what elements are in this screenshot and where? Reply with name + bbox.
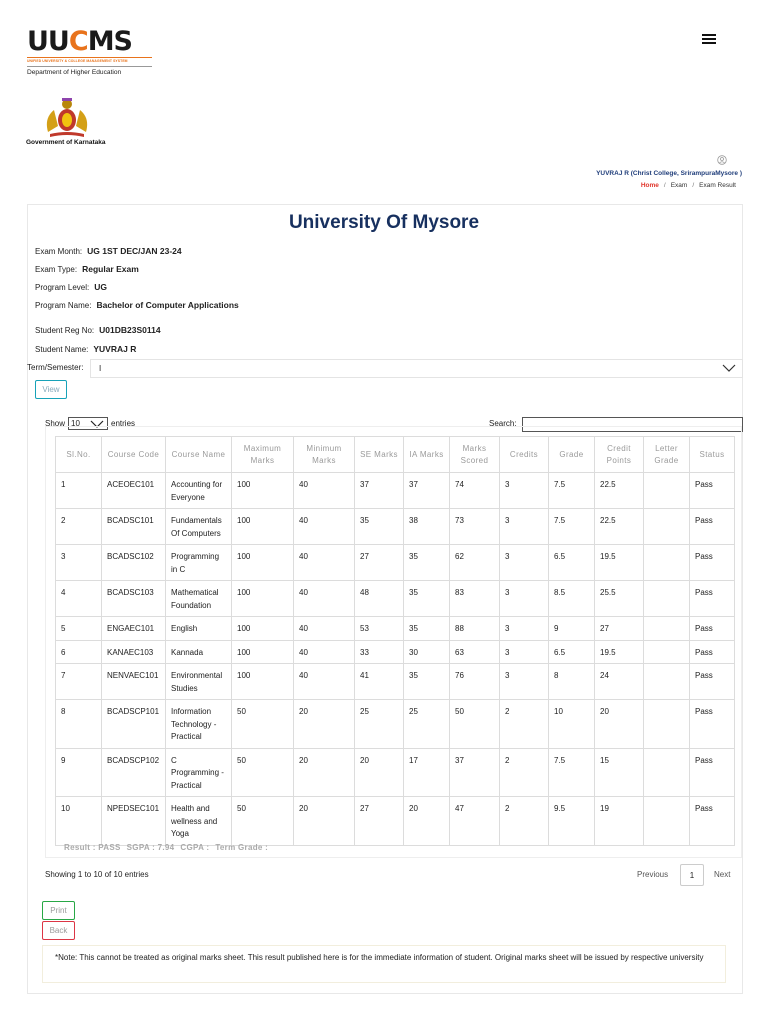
table-cell: 100	[232, 640, 294, 664]
table-cell: 9	[56, 748, 102, 797]
exam-month-value: UG 1ST DEC/JAN 23-24	[87, 246, 182, 256]
table-cell: BCADSCP101	[102, 700, 166, 749]
table-cell: 20	[294, 748, 355, 797]
table-cell: 74	[450, 473, 500, 509]
table-cell	[644, 700, 690, 749]
column-header[interactable]: Credits	[500, 437, 549, 473]
table-info: Showing 1 to 10 of 10 entries	[45, 870, 149, 879]
table-cell: 40	[294, 617, 355, 641]
table-cell	[644, 617, 690, 641]
student-name-value: YUVRAJ R	[93, 344, 137, 354]
table-cell: 20	[404, 797, 450, 846]
column-header[interactable]: Maximum Marks	[232, 437, 294, 473]
term-semester-select[interactable]	[90, 359, 743, 378]
table-cell: 40	[294, 473, 355, 509]
table-cell: 25	[355, 700, 404, 749]
sgpa-value: SGPA : 7.94	[126, 843, 175, 852]
student-name-label: Student Name:	[35, 345, 89, 354]
column-header[interactable]: Sl.No.	[56, 437, 102, 473]
table-cell: 3	[500, 640, 549, 664]
table-cell: Pass	[690, 509, 735, 545]
table-row	[56, 545, 735, 581]
table-cell: 6.5	[549, 545, 595, 581]
table-cell: 40	[294, 509, 355, 545]
column-header[interactable]: Credit Points	[595, 437, 644, 473]
table-cell: BCADSC102	[102, 545, 166, 581]
view-button[interactable]: View	[35, 380, 67, 399]
column-header[interactable]: SE Marks	[355, 437, 404, 473]
breadcrumb-current: Exam Result	[699, 182, 736, 189]
table-row	[56, 640, 735, 664]
table-cell	[644, 545, 690, 581]
table-body	[56, 473, 735, 846]
table-cell	[644, 581, 690, 617]
table-cell: 20	[294, 700, 355, 749]
show-label: Show	[45, 419, 66, 428]
university-title: University Of Mysore	[288, 212, 480, 233]
result-summary	[64, 843, 274, 852]
table-cell: 62	[450, 545, 500, 581]
program-level-label: Program Level:	[35, 283, 90, 292]
table-cell: 100	[232, 509, 294, 545]
table-cell: 88	[450, 617, 500, 641]
table-cell: 20	[355, 748, 404, 797]
disclaimer-note: *Note: This cannot be treated as original marks sheet. This result published here is for the immediate information of student. Original marks sheet will be issued by respective university	[42, 945, 726, 983]
table-cell: 2	[500, 797, 549, 846]
table-cell: 9	[549, 617, 595, 641]
program-level-row	[35, 282, 107, 292]
table-cell: BCADSC101	[102, 509, 166, 545]
table-cell: Information Technology - Practical	[166, 700, 232, 749]
table-cell: 6.5	[549, 640, 595, 664]
table-cell	[644, 640, 690, 664]
term-grade-value: Term Grade :	[215, 843, 269, 852]
table-cell: NENVAEC101	[102, 664, 166, 700]
table-cell: C Programming - Practical	[166, 748, 232, 797]
table-cell: 35	[404, 617, 450, 641]
table-cell: 19.5	[595, 545, 644, 581]
column-header[interactable]: Status	[690, 437, 735, 473]
table-cell: 10	[549, 700, 595, 749]
table-cell: Accounting for Everyone	[166, 473, 232, 509]
table-cell: 33	[355, 640, 404, 664]
table-cell: 8	[56, 700, 102, 749]
table-cell: KANAEC103	[102, 640, 166, 664]
table-cell: Fundamentals Of Computers	[166, 509, 232, 545]
table-cell: 17	[404, 748, 450, 797]
table-cell: 41	[355, 664, 404, 700]
government-label: Government of Karnataka	[26, 139, 106, 146]
table-row	[56, 581, 735, 617]
table-cell	[644, 664, 690, 700]
column-header[interactable]: Minimum Marks	[294, 437, 355, 473]
table-cell: 5	[56, 617, 102, 641]
table-cell: 22.5	[595, 473, 644, 509]
table-cell: 7.5	[549, 748, 595, 797]
table-cell: 100	[232, 581, 294, 617]
table-row	[56, 473, 735, 509]
student-name-row	[35, 344, 136, 354]
table-cell	[644, 797, 690, 846]
table-row	[56, 617, 735, 641]
table-row	[56, 748, 735, 797]
table-cell: 10	[56, 797, 102, 846]
table-cell: 100	[232, 664, 294, 700]
table-cell	[644, 509, 690, 545]
column-header[interactable]: Letter Grade	[644, 437, 690, 473]
table-cell: 100	[232, 473, 294, 509]
results-table	[55, 436, 735, 846]
table-cell: 30	[404, 640, 450, 664]
table-cell: 37	[355, 473, 404, 509]
previous-page-button[interactable]: Previous	[637, 870, 669, 879]
table-cell: 3	[500, 581, 549, 617]
page-1-button[interactable]: 1	[680, 864, 704, 886]
table-cell: 7.5	[549, 473, 595, 509]
table-cell: 35	[404, 664, 450, 700]
table-cell: 3	[500, 664, 549, 700]
program-name-row	[35, 300, 239, 310]
chevron-down-icon	[722, 363, 736, 373]
table-cell: 40	[294, 581, 355, 617]
breadcrumb-separator: /	[692, 182, 695, 189]
table-cell: 4	[56, 581, 102, 617]
hamburger-menu-icon[interactable]	[702, 32, 716, 46]
table-cell: 2	[500, 700, 549, 749]
logo-wordmark: UUCMS	[27, 26, 133, 57]
next-page-button[interactable]: Next	[714, 870, 731, 879]
program-level-value: UG	[94, 282, 107, 292]
table-cell: 3	[56, 545, 102, 581]
table-cell: 27	[355, 545, 404, 581]
table-cell: Pass	[690, 473, 735, 509]
table-cell: 22.5	[595, 509, 644, 545]
table-cell: English	[166, 617, 232, 641]
reg-no-value: U01DB23S0114	[99, 325, 161, 335]
table-cell: 63	[450, 640, 500, 664]
table-cell: Mathematical Foundation	[166, 581, 232, 617]
table-cell: 15	[595, 748, 644, 797]
term-semester-value: I	[99, 364, 102, 373]
page-length-value: 10	[71, 419, 80, 428]
table-cell: Kannada	[166, 640, 232, 664]
program-name-label: Program Name:	[35, 301, 92, 310]
table-cell: Pass	[690, 664, 735, 700]
breadcrumb	[641, 182, 736, 189]
column-header[interactable]: Course Name	[166, 437, 232, 473]
table-cell: 53	[355, 617, 404, 641]
breadcrumb-separator: /	[663, 182, 666, 189]
table-cell: 24	[595, 664, 644, 700]
table-cell: 40	[294, 640, 355, 664]
table-cell: 19.5	[595, 640, 644, 664]
reg-no-label: Student Reg No:	[35, 326, 95, 335]
table-cell: 25	[404, 700, 450, 749]
table-cell: 6	[56, 640, 102, 664]
table-cell: 8.5	[549, 581, 595, 617]
table-cell: 76	[450, 664, 500, 700]
table-cell: 3	[500, 509, 549, 545]
table-cell: 2	[500, 748, 549, 797]
table-cell: 25.5	[595, 581, 644, 617]
table-cell: 100	[232, 545, 294, 581]
logo-tagline: UNIFIED UNIVERSITY & COLLEGE MANAGEMENT SYSTEM	[27, 57, 152, 63]
table-cell: ENGAEC101	[102, 617, 166, 641]
breadcrumb-home[interactable]: Home	[640, 182, 659, 189]
table-cell: Pass	[690, 581, 735, 617]
table-cell: 37	[450, 748, 500, 797]
table-cell: 47	[450, 797, 500, 846]
table-row	[56, 664, 735, 700]
program-name-value: Bachelor of Computer Applications	[96, 300, 239, 310]
user-name-college[interactable]: YUVRAJ R (Christ College, SrirampuraMysore )	[596, 170, 742, 177]
table-cell: 35	[404, 545, 450, 581]
table-cell: 38	[404, 509, 450, 545]
table-cell: ACEOEC101	[102, 473, 166, 509]
table-cell: 50	[232, 748, 294, 797]
breadcrumb-exam[interactable]: Exam	[670, 182, 688, 189]
table-cell: 27	[595, 617, 644, 641]
entries-label: entries	[111, 419, 136, 428]
exam-type-label: Exam Type:	[35, 265, 78, 274]
search-label: Search:	[489, 419, 517, 428]
table-cell: 3	[500, 473, 549, 509]
table-cell	[644, 748, 690, 797]
table-cell: 9.5	[549, 797, 595, 846]
print-button[interactable]: Print	[42, 901, 75, 920]
table-cell: Pass	[690, 617, 735, 641]
column-header[interactable]: Course Code	[102, 437, 166, 473]
table-cell: 48	[355, 581, 404, 617]
table-cell: 7	[56, 664, 102, 700]
table-cell: Pass	[690, 748, 735, 797]
column-header[interactable]: Grade	[549, 437, 595, 473]
table-cell: Health and wellness and Yoga	[166, 797, 232, 846]
table-cell: 73	[450, 509, 500, 545]
table-cell: Pass	[690, 640, 735, 664]
term-semester-label: Term/Semester:	[27, 363, 84, 372]
table-cell: 37	[404, 473, 450, 509]
column-header[interactable]: Marks Scored	[450, 437, 500, 473]
table-cell: 3	[500, 545, 549, 581]
table-cell: 50	[450, 700, 500, 749]
table-cell: Pass	[690, 700, 735, 749]
table-cell: 35	[355, 509, 404, 545]
table-cell: 50	[232, 700, 294, 749]
column-header[interactable]: IA Marks	[404, 437, 450, 473]
table-cell: BCADSC103	[102, 581, 166, 617]
table-cell: 40	[294, 664, 355, 700]
table-header-row	[56, 437, 735, 473]
user-icon[interactable]	[717, 155, 727, 165]
karnataka-emblem-icon	[40, 96, 94, 138]
table-cell: 40	[294, 545, 355, 581]
table-cell: 27	[355, 797, 404, 846]
table-cell: 7.5	[549, 509, 595, 545]
table-cell: 50	[232, 797, 294, 846]
table-cell: 83	[450, 581, 500, 617]
reg-no-row	[35, 325, 161, 335]
table-row	[56, 797, 735, 846]
table-cell	[644, 473, 690, 509]
table-cell: 19	[595, 797, 644, 846]
exam-month-label: Exam Month:	[35, 247, 83, 256]
exam-type-row	[35, 264, 139, 274]
table-cell: Pass	[690, 545, 735, 581]
result-status: Result : PASS	[64, 843, 121, 852]
table-cell: Programming in C	[166, 545, 232, 581]
table-cell: 100	[232, 617, 294, 641]
table-cell: 2	[56, 509, 102, 545]
table-cell: 20	[595, 700, 644, 749]
table-cell: 1	[56, 473, 102, 509]
table-cell: Pass	[690, 797, 735, 846]
cgpa-value: CGPA :	[180, 843, 210, 852]
table-row	[56, 700, 735, 749]
logo-department: Department of Higher Education	[27, 66, 152, 76]
table-row	[56, 509, 735, 545]
table-cell: Environmental Studies	[166, 664, 232, 700]
table-cell: 8	[549, 664, 595, 700]
exam-type-value: Regular Exam	[82, 264, 139, 274]
table-cell: 20	[294, 797, 355, 846]
table-cell: 3	[500, 617, 549, 641]
table-cell: NPEDSEC101	[102, 797, 166, 846]
table-cell: BCADSCP102	[102, 748, 166, 797]
table-cell: 35	[404, 581, 450, 617]
uucms-logo[interactable]	[27, 28, 152, 76]
exam-month-row	[35, 246, 182, 256]
back-button[interactable]: Back	[42, 921, 75, 940]
